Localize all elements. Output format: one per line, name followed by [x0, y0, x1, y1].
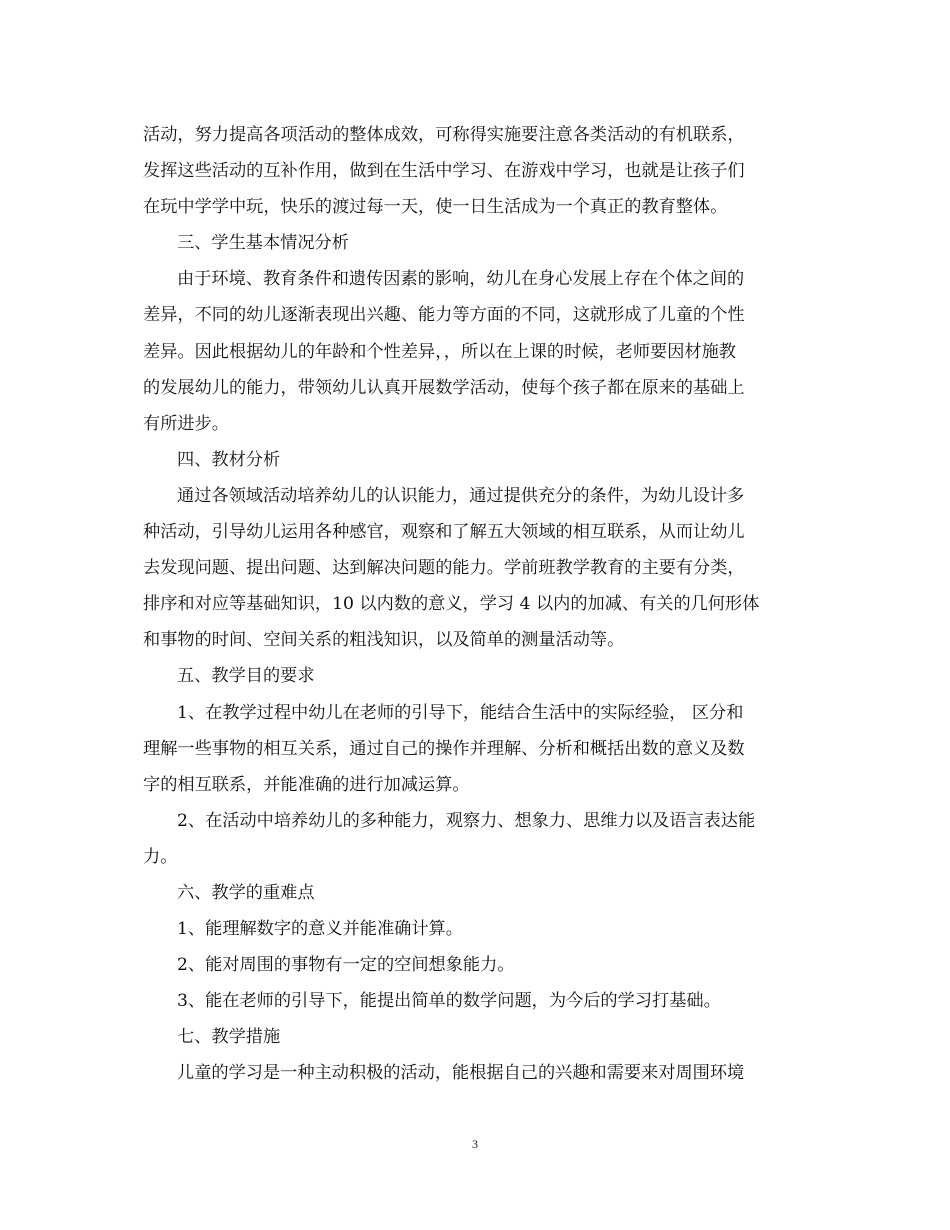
text-line: 在玩中学学中玩，快乐的渡过每一天，使一日生活成为一个真正的教育整体。: [143, 197, 728, 218]
text-line: 2、在活动中培养幼儿的多种能力，观察力、想象力、思维力以及语言表达能: [177, 810, 756, 831]
document-body: [143, 117, 805, 1092]
text-line: 差异，不同的幼儿逐渐表现出兴趣、能力等方面的不同，这就形成了儿童的个性: [143, 305, 745, 326]
text-line: 活动，努力提高各项活动的整体成效，可称得实施要注意各类活动的有机联系，: [143, 125, 745, 145]
text-line: 的发展幼儿的能力，带领幼儿认真开展数学活动，使每个孩子都在原来的基础上: [143, 377, 745, 398]
text-line: 力。: [143, 846, 178, 867]
page-number: 3: [472, 1137, 478, 1151]
text-line: 种活动，引导幼儿运用各种感官，观察和了解五大领域的相互联系，从而让幼儿: [143, 522, 745, 543]
text-line: 3、能在老师的引导下，能提出简单的数学问题，为今后的学习打基础。: [177, 991, 721, 1012]
text-line: 1、能理解数字的意义并能准确计算。: [177, 919, 463, 940]
text-line: 三、学生基本情况分析: [177, 233, 349, 254]
text-line: 字的相互联系，并能准确的进行加减运算。: [143, 774, 470, 795]
text-line: 和事物的时间、空间关系的粗浅知识，以及简单的测量活动等。: [143, 630, 625, 651]
text-line: 儿童的学习是一种主动积极的活动，能根据自己的兴趣和需要来对周围环境: [177, 1063, 745, 1084]
text-line: 差异。因此根据幼儿的年龄和个性差异，，所以在上课的时候，老师要因材施教: [143, 341, 736, 362]
text-line: 排序和对应等基础知识，10 以内数的意义，学习 4 以内的加减、有关的几何形体: [143, 594, 760, 615]
text-line: 四、教材分析: [177, 449, 281, 470]
text-line: 六、教学的重难点: [177, 882, 315, 903]
text-line: 七、教学措施: [177, 1027, 281, 1048]
text-line: 去发现问题、提出问题、达到解决问题的能力。学前班教学教育的主要有分类，: [143, 558, 745, 579]
text-line: 由于环境、教育条件和遗传因素的影响，幼儿在身心发展上存在个体之间的: [177, 269, 745, 290]
text-line: 有所进步。: [143, 413, 229, 434]
text-line: 通过各领域活动培养幼儿的认识能力，通过提供充分的条件，为幼儿设计多: [177, 485, 745, 506]
text-line: 2、能对周围的事物有一定的空间想象能力。: [177, 955, 515, 976]
text-line: 理解一些事物的相互关系，通过自己的操作并理解、分析和概括出数的意义及数: [143, 738, 745, 759]
text-line: 1、在教学过程中幼儿在老师的引导下，能结合生活中的实际经验， 区分和: [177, 702, 744, 723]
text-line: 五、教学目的要求: [177, 666, 315, 687]
text-line: 发挥这些活动的互补作用，做到在生活中学习、在游戏中学习，也就是让孩子们: [143, 161, 745, 182]
